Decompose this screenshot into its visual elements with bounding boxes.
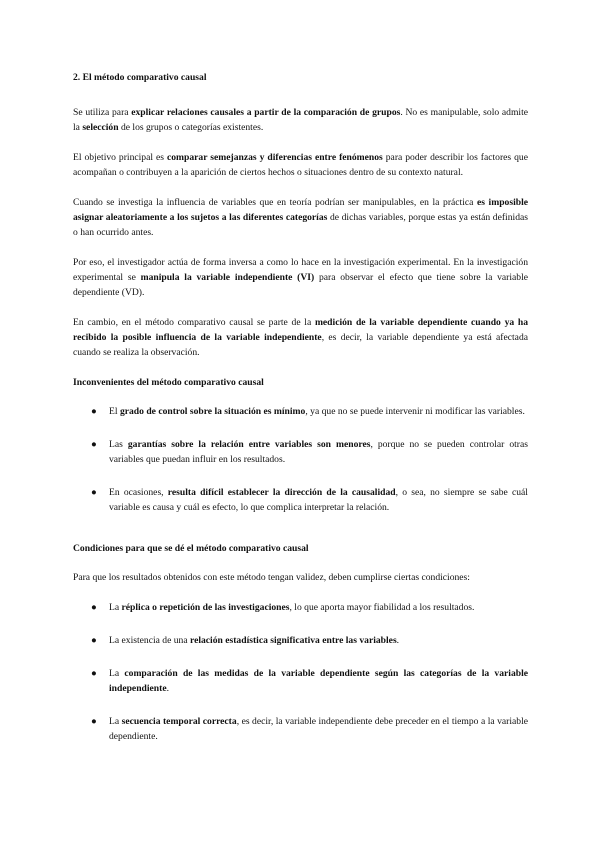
text: El objetivo principal es — [73, 152, 167, 163]
list-item — [73, 666, 528, 696]
condiciones-intro: Para que los resultados obtenidos con este método tengan validez, deben cumplirse ciertas condiciones: — [73, 572, 470, 583]
bold-text: selección — [82, 122, 119, 133]
bullet-icon: ● — [91, 406, 97, 417]
paragraph-objective — [73, 150, 528, 180]
list-item — [73, 600, 528, 615]
list-item — [73, 485, 528, 515]
text: de dichas variables, porque estas ya están definidas o han ocurrido antes. — [73, 212, 528, 238]
text: Cuando se investiga la influencia de variables que en teoría podrían ser manipulables, en la práctica — [73, 197, 477, 208]
bullet-icon: ● — [91, 635, 97, 646]
inconvenientes-title: Inconvenientes del método comparativo causal — [73, 377, 264, 388]
text: La existencia de una — [109, 635, 190, 646]
list-item — [73, 633, 528, 648]
bullet-icon: ● — [91, 487, 97, 498]
text: , es decir, la variable independiente debe preceder en el tiempo a la variable dependiente. — [109, 716, 528, 742]
paragraph-comparative — [73, 315, 528, 360]
text: para poder describir los factores que acompañan o contribuyen a la aparición de ciertos hechos o situaciones dentro de su contexto natural. — [73, 152, 528, 178]
bold-text: explicar relaciones causales a partir de la comparación de grupos — [131, 107, 401, 118]
paragraph-assignment — [73, 195, 528, 240]
text: . — [396, 635, 400, 646]
list-item — [73, 714, 528, 744]
bullet-icon: ● — [91, 668, 97, 679]
list-item — [73, 437, 528, 467]
text: La — [109, 602, 122, 613]
bold-text: relación estadística significativa entre las variables — [189, 635, 397, 646]
text: Se utiliza para — [73, 107, 132, 118]
text: . — [166, 683, 169, 694]
bold-text: garantías sobre la relación entre variables son menores — [127, 439, 371, 450]
paragraph-definition — [73, 105, 528, 135]
bold-text: grado de control sobre la situación es mínimo — [119, 406, 306, 417]
bold-text: resulta difícil establecer la dirección de la causalidad — [167, 487, 396, 498]
section-title: 2. El método comparativo causal — [73, 72, 207, 83]
text: La — [109, 716, 122, 727]
text: Por eso, el investigador actúa de forma inversa a como lo hace en la investigación experimental. En la investigación experimental se — [73, 257, 528, 283]
text: para observar el efecto que tiene sobre la variable dependiente (VD). — [73, 272, 528, 298]
paragraph-experimental — [73, 255, 528, 300]
bold-text: comparar semejanzas y diferencias entre fenómenos — [166, 152, 383, 163]
bold-text: es imposible asignar aleatoriamente a los sujetos a las diferentes categorías — [73, 197, 528, 223]
text: . No es manipulable, solo admite la — [73, 107, 528, 133]
bold-text: réplica o repetición de las investigaciones — [121, 602, 290, 613]
text: En cambio, en el método comparativo causal se parte de la — [73, 317, 315, 328]
text: El — [109, 406, 120, 417]
text: de los grupos o categorías existentes. — [118, 122, 264, 133]
bold-text: secuencia temporal correcta — [121, 716, 237, 727]
text: , porque no se pueden controlar otras variables que puedan influir en los resultados. — [109, 439, 528, 465]
text: La — [109, 668, 125, 679]
condiciones-list — [73, 600, 528, 744]
text: Las — [109, 439, 128, 450]
text: , o sea, no siempre se sabe cuál variable es causa y cuál es efecto, lo que complica interpretar la relación. — [109, 487, 528, 513]
condiciones-title: Condiciones para que se dé el método comparativo causal — [73, 543, 309, 554]
list-item — [73, 404, 528, 419]
text: , ya que no se puede intervenir ni modificar las variables. — [305, 406, 525, 417]
bullet-icon: ● — [91, 716, 97, 727]
text: En ocasiones, — [109, 487, 168, 498]
text: , es decir, la variable dependiente ya está afectada cuando se realiza la observación. — [73, 332, 528, 358]
bullet-icon: ● — [91, 439, 97, 450]
text: , lo que aporta mayor fiabilidad a los resultados. — [289, 602, 475, 613]
bold-text: manipula la variable independiente (VI) — [140, 272, 315, 283]
bold-text: medición de la variable dependiente cuando ya ha recibido la posible influencia de la variable independiente — [73, 317, 529, 343]
document-page — [73, 70, 528, 764]
inconvenientes-list — [73, 404, 528, 515]
bullet-icon: ● — [91, 602, 97, 613]
bold-text: comparación de las medidas de la variable dependiente según las categorías de la variable independiente — [109, 668, 528, 694]
